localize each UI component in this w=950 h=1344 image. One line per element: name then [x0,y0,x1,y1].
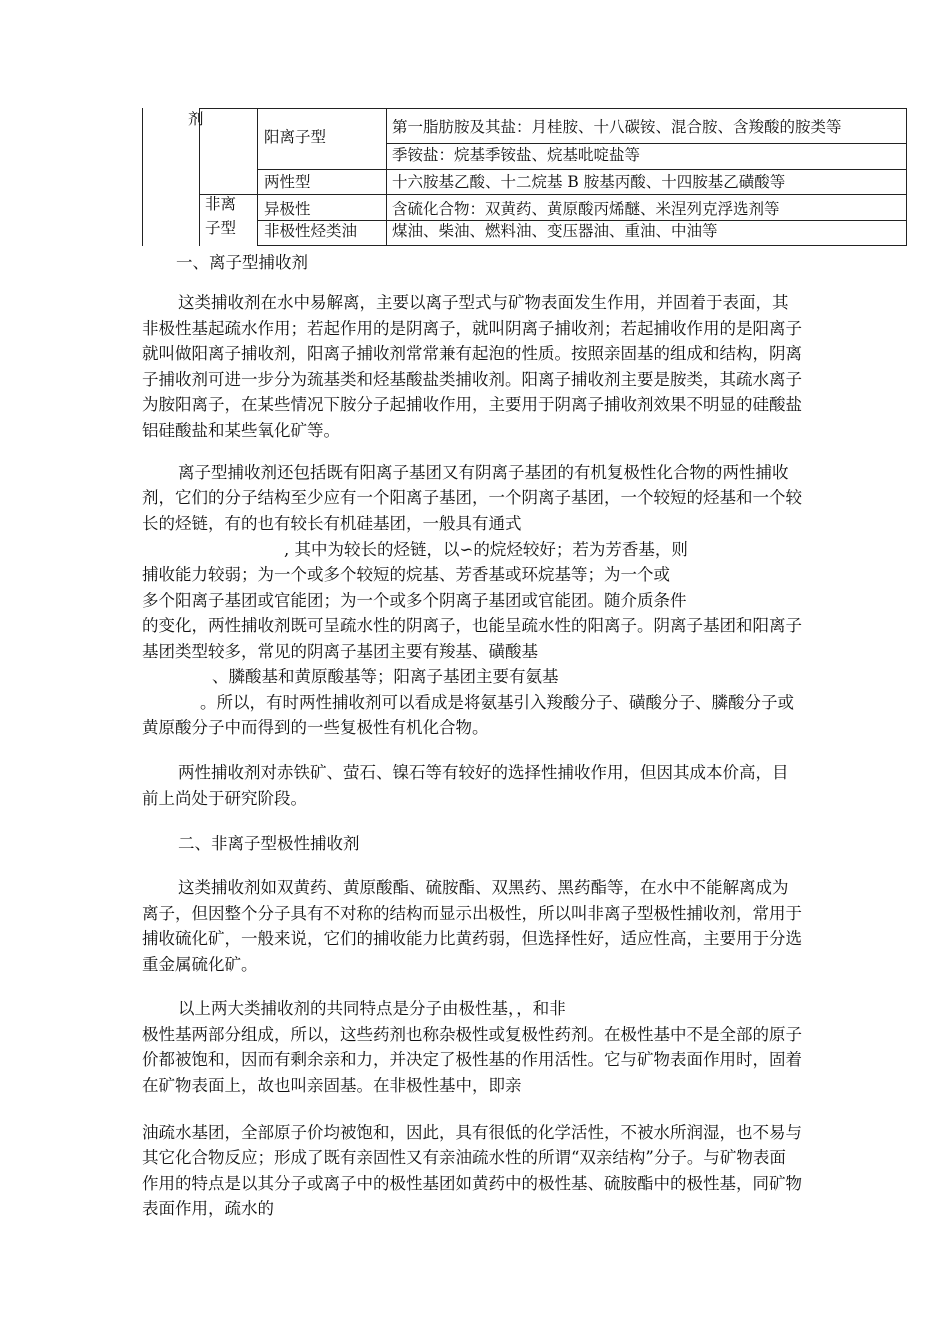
text-line: 捕收硫化矿，一般来说，它们的捕收能力比黄药弱，但选择性好，适应性高，主要用于分选 [142,929,802,948]
text-line: 作用的特点是以其分子或离子中的极性基团如黄药中的极性基、硫胺酯中的极性基，同矿物 [142,1174,802,1193]
text-line: 就叫做阳离子捕收剂，阳离子捕收剂常常兼有起泡的性质。按照亲固基的组成和结构，阴离 [142,344,802,363]
text-line: 这类捕收剂在水中易解离，主要以离子型式与矿物表面发生作用，并固着于表面，其 [178,293,789,312]
table-desc-row5: 煤油、柴油、燃料油、变压器油、重油、中油等 [392,222,718,240]
text-line: 重金属硫化矿。 [142,955,258,974]
text-line: 离子型捕收剂还包括既有阳离子基团又有阴离子基团的有机复极性化合物的两性捕收 [178,463,789,482]
text-line: 黄原酸分子中而得到的一些复极性有机化合物。 [142,718,489,737]
text-line: 极性基两部分组成，所以，这些药剂也称杂极性或复极性药剂。在极性基中不是全部的原子 [142,1025,802,1044]
text-line: 两性捕收剂对赤铁矿、萤石、镍石等有较好的选择性捕收作用，但因其成本价高，目 [178,763,789,782]
table-group-label-line2: 子型 [205,219,237,237]
text-line: 其它化合物反应；形成了既有亲固性又有亲油疏水性的所谓“双亲结构”分子。与矿物表面 [142,1148,786,1167]
text-line: 剂，它们的分子结构至少应有一个阳离子基团，一个阴离子基团，一个较短的烃基和一个较 [142,488,802,507]
table-desc-row3: 十六胺基乙酸、十二烷基 B 胺基丙酸、十四胺基乙磺酸等 [392,173,786,191]
table-col1-fragment: 剂 [188,110,204,128]
table-type-heteropolar: 异极性 [264,200,311,218]
text-line: 这类捕收剂如双黄药、黄原酸酯、硫胺酯、双黑药、黑药酯等，在水中不能解离成为 [178,878,789,897]
text-line: 为胺阳离子，在某些情况下胺分子起捕收作用，主要用于阴离子捕收剂效果不明显的硅酸盐 [142,395,802,414]
text-line: 、膦酸基和黄原酸基等；阳离子基团主要有氨基 [212,667,559,686]
table-type-amphoteric: 两性型 [264,173,311,191]
text-line: 基团类型较多，常见的阴离子基团主要有羧基、磺酸基 [142,642,538,661]
text-line: 非极性基起疏水作用；若起作用的是阴离子，就叫阴离子捕收剂；若起捕收作用的是阳离子 [142,319,802,338]
table-group-label-line1: 非离 [205,195,237,213]
section-heading-ionic: 一、离子型捕收剂 [176,253,308,272]
text-line: , 其中为较长的烃链，以∽的烷烃较好；若为芳香基，则 [284,540,688,559]
table-type-nonpolar-oil: 非极性烃类油 [264,222,358,240]
text-line: 多个阳离子基团或官能团；为一个或多个阴离子基团或官能团。随介质条件 [142,591,687,610]
text-line: 捕收能力较弱；为一个或多个较短的烷基、芳香基或环烷基等；为一个或 [142,565,670,584]
table-type-cationic: 阳离子型 [264,128,327,146]
table-desc-row1: 第一脂肪胺及其盐：月桂胺、十八碳铵、混合胺、含羧酸的胺类等 [392,118,842,136]
text-line: 前上尚处于研究阶段。 [142,789,307,808]
table-desc-row2: 季铵盐：烷基季铵盐、烷基吡啶盐等 [392,146,641,164]
text-line: 的变化，两性捕收剂既可呈疏水性的阴离子，也能呈疏水性的阳离子。阴离子基团和阳离子 [142,616,802,635]
text-line: 离子，但因整个分子具有不对称的结构而显示出极性，所以叫非离子型极性捕收剂，常用于 [142,904,802,923]
text-line: 铝硅酸盐和某些氧化矿等。 [142,421,340,440]
text-line: 价都被饱和，因而有剩余亲和力，并决定了极性基的作用活性。它与矿物表面作用时，固着 [142,1050,802,1069]
table-desc-row4: 含硫化合物：双黄药、黄原酸丙烯醚、米涅列克浮选剂等 [392,200,780,218]
text-line: 在矿物表面上，故也叫亲固基。在非极性基中，即亲 [142,1076,522,1095]
text-line: 长的烃链，有的也有较长有机硅基团，一般具有通式 [142,514,522,533]
text-line: 。所以，有时两性捕收剂可以看成是将氨基引入羧酸分子、磺酸分子、膦酸分子或 [200,693,794,712]
text-line: 子捕收剂可进一步分为巯基类和烃基酸盐类捕收剂。阳离子捕收剂主要是胺类，其疏水离子 [142,370,802,389]
text-line: 表面作用，疏水的 [142,1199,274,1218]
section-heading-nonionic: 二、非离子型极性捕收剂 [178,834,360,853]
text-line: 油疏水基团，全部原子价均被饱和，因此，具有很低的化学活性，不被水所润湿，也不易与 [142,1123,802,1142]
text-line: 以上两大类捕收剂的共同特点是分子由极性基，，和非 [178,999,566,1018]
